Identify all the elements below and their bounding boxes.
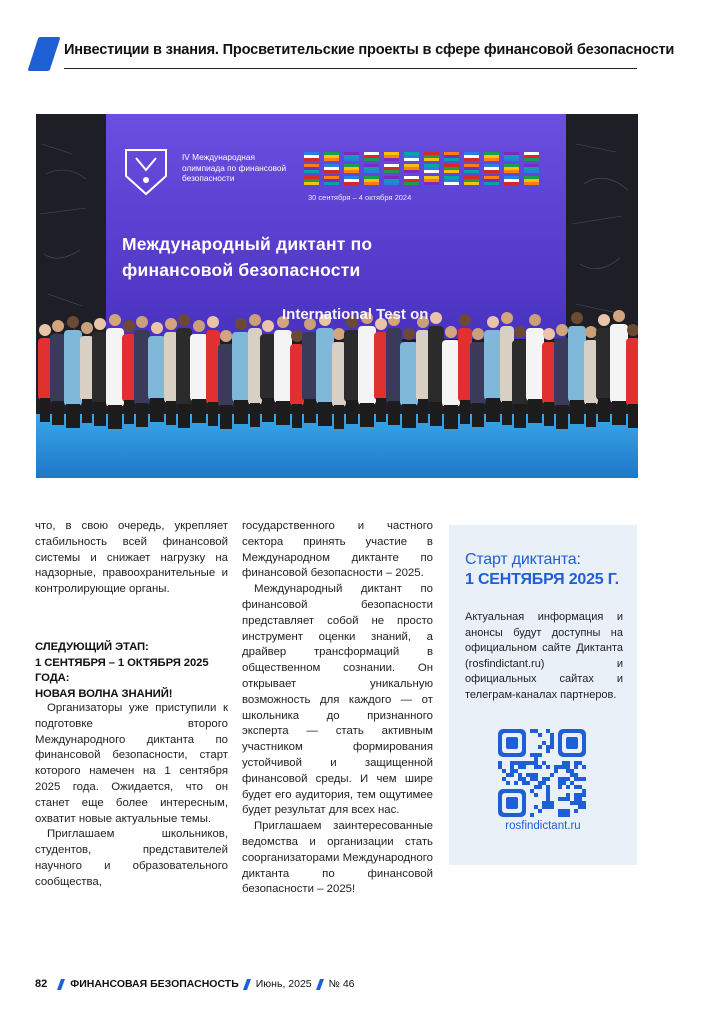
olympiad-dates: 30 сентября – 4 октября 2024 — [308, 193, 412, 202]
qr-code-icon[interactable] — [498, 729, 586, 817]
sidebox-date: 1 СЕНТЯБРЯ 2025 Г. — [465, 571, 619, 588]
sidebox-url[interactable]: rosfindictant.ru — [505, 820, 581, 832]
slash-divider-icon — [316, 979, 324, 990]
page-footer — [35, 978, 355, 990]
paragraph: Организаторы уже приступили к подготовке второго Международного диктанта по финансовой безопасности, старт которого намечен на 1 сентября 2025 года. Ожидается, что он станет еще более интересным, охватит новые актуальные темы. — [35, 702, 228, 825]
column-2 — [242, 519, 433, 898]
event-photo-illustration — [36, 114, 638, 478]
section-title: Инвестиции в знания. Просветительские проекты в сфере финансовой безопасности — [64, 42, 675, 58]
olympiad-label: IV Международная олимпиада по финансовой безопасности — [182, 152, 287, 183]
paragraph: государственного и частного сектора принять участие в Международном диктанте по финансовой безопасности – 2025. — [242, 520, 433, 580]
publication-name: ФИНАНСОВАЯ БЕЗОПАСНОСТЬ — [70, 978, 239, 990]
slash-divider-icon — [57, 979, 65, 990]
page-number: 82 — [35, 978, 48, 990]
paragraph: Международный диктант по финансовой безопасности представляет собой не просто инструмент оценки знаний, а драйвер трансформаций в общественном сознании. Он открывает уникальную возможность для каждого — от школьника до признанного эксперта — стать активным участником формирования устойчивой и защищенной финансовой среды. И чем шире будет его аудитория, тем ощутимее будет результат для всех нас. — [242, 583, 433, 817]
slash-divider-icon — [243, 979, 251, 990]
paragraph: Приглашаем школьников, студентов, представителей научного и образовательного сообщества, — [35, 828, 228, 888]
subheading — [35, 640, 235, 702]
info-sidebox — [449, 525, 637, 865]
subheading-line: 1 СЕНТЯБРЯ – 1 ОКТЯБРЯ 2025 ГОДА: — [35, 656, 209, 684]
column-1-bottom — [35, 701, 228, 891]
banner-line-1: Международный диктант по — [122, 234, 373, 254]
subheading-line: НОВАЯ ВОЛНА ЗНАНИЙ! — [35, 687, 173, 700]
issue-date: Июнь, 2025 — [255, 978, 312, 990]
sidebox-title: Старт диктанта: — [465, 551, 581, 568]
subheading-line: СЛЕДУЮЩИЙ ЭТАП: — [35, 641, 149, 653]
paragraph: Приглашаем заинтересованные ведомства и организации стать соорганизаторами Международного диктанта по финансовой безопасности – 2025! — [242, 820, 433, 896]
event-photo — [36, 114, 638, 478]
banner-line-2: финансовой безопасности — [122, 260, 361, 280]
column-1-top — [35, 519, 228, 598]
header-accent-mark — [27, 37, 60, 71]
paragraph: что, в свою очередь, укрепляет стабильность всей финансовой системы и снижает нагрузку на надзорные, правоохранительные и контролирующие органы. — [35, 520, 228, 596]
banner-line-3: International Test on — [282, 306, 429, 323]
issue-number: № 46 — [328, 978, 355, 990]
header-divider — [64, 68, 637, 69]
sidebox-text: Актуальная информация и анонсы будут доступны на официальном сайте Диктанта (rosfindictant.ru) и официальных сайтах и телеграм-каналах партнеров. — [465, 611, 623, 701]
